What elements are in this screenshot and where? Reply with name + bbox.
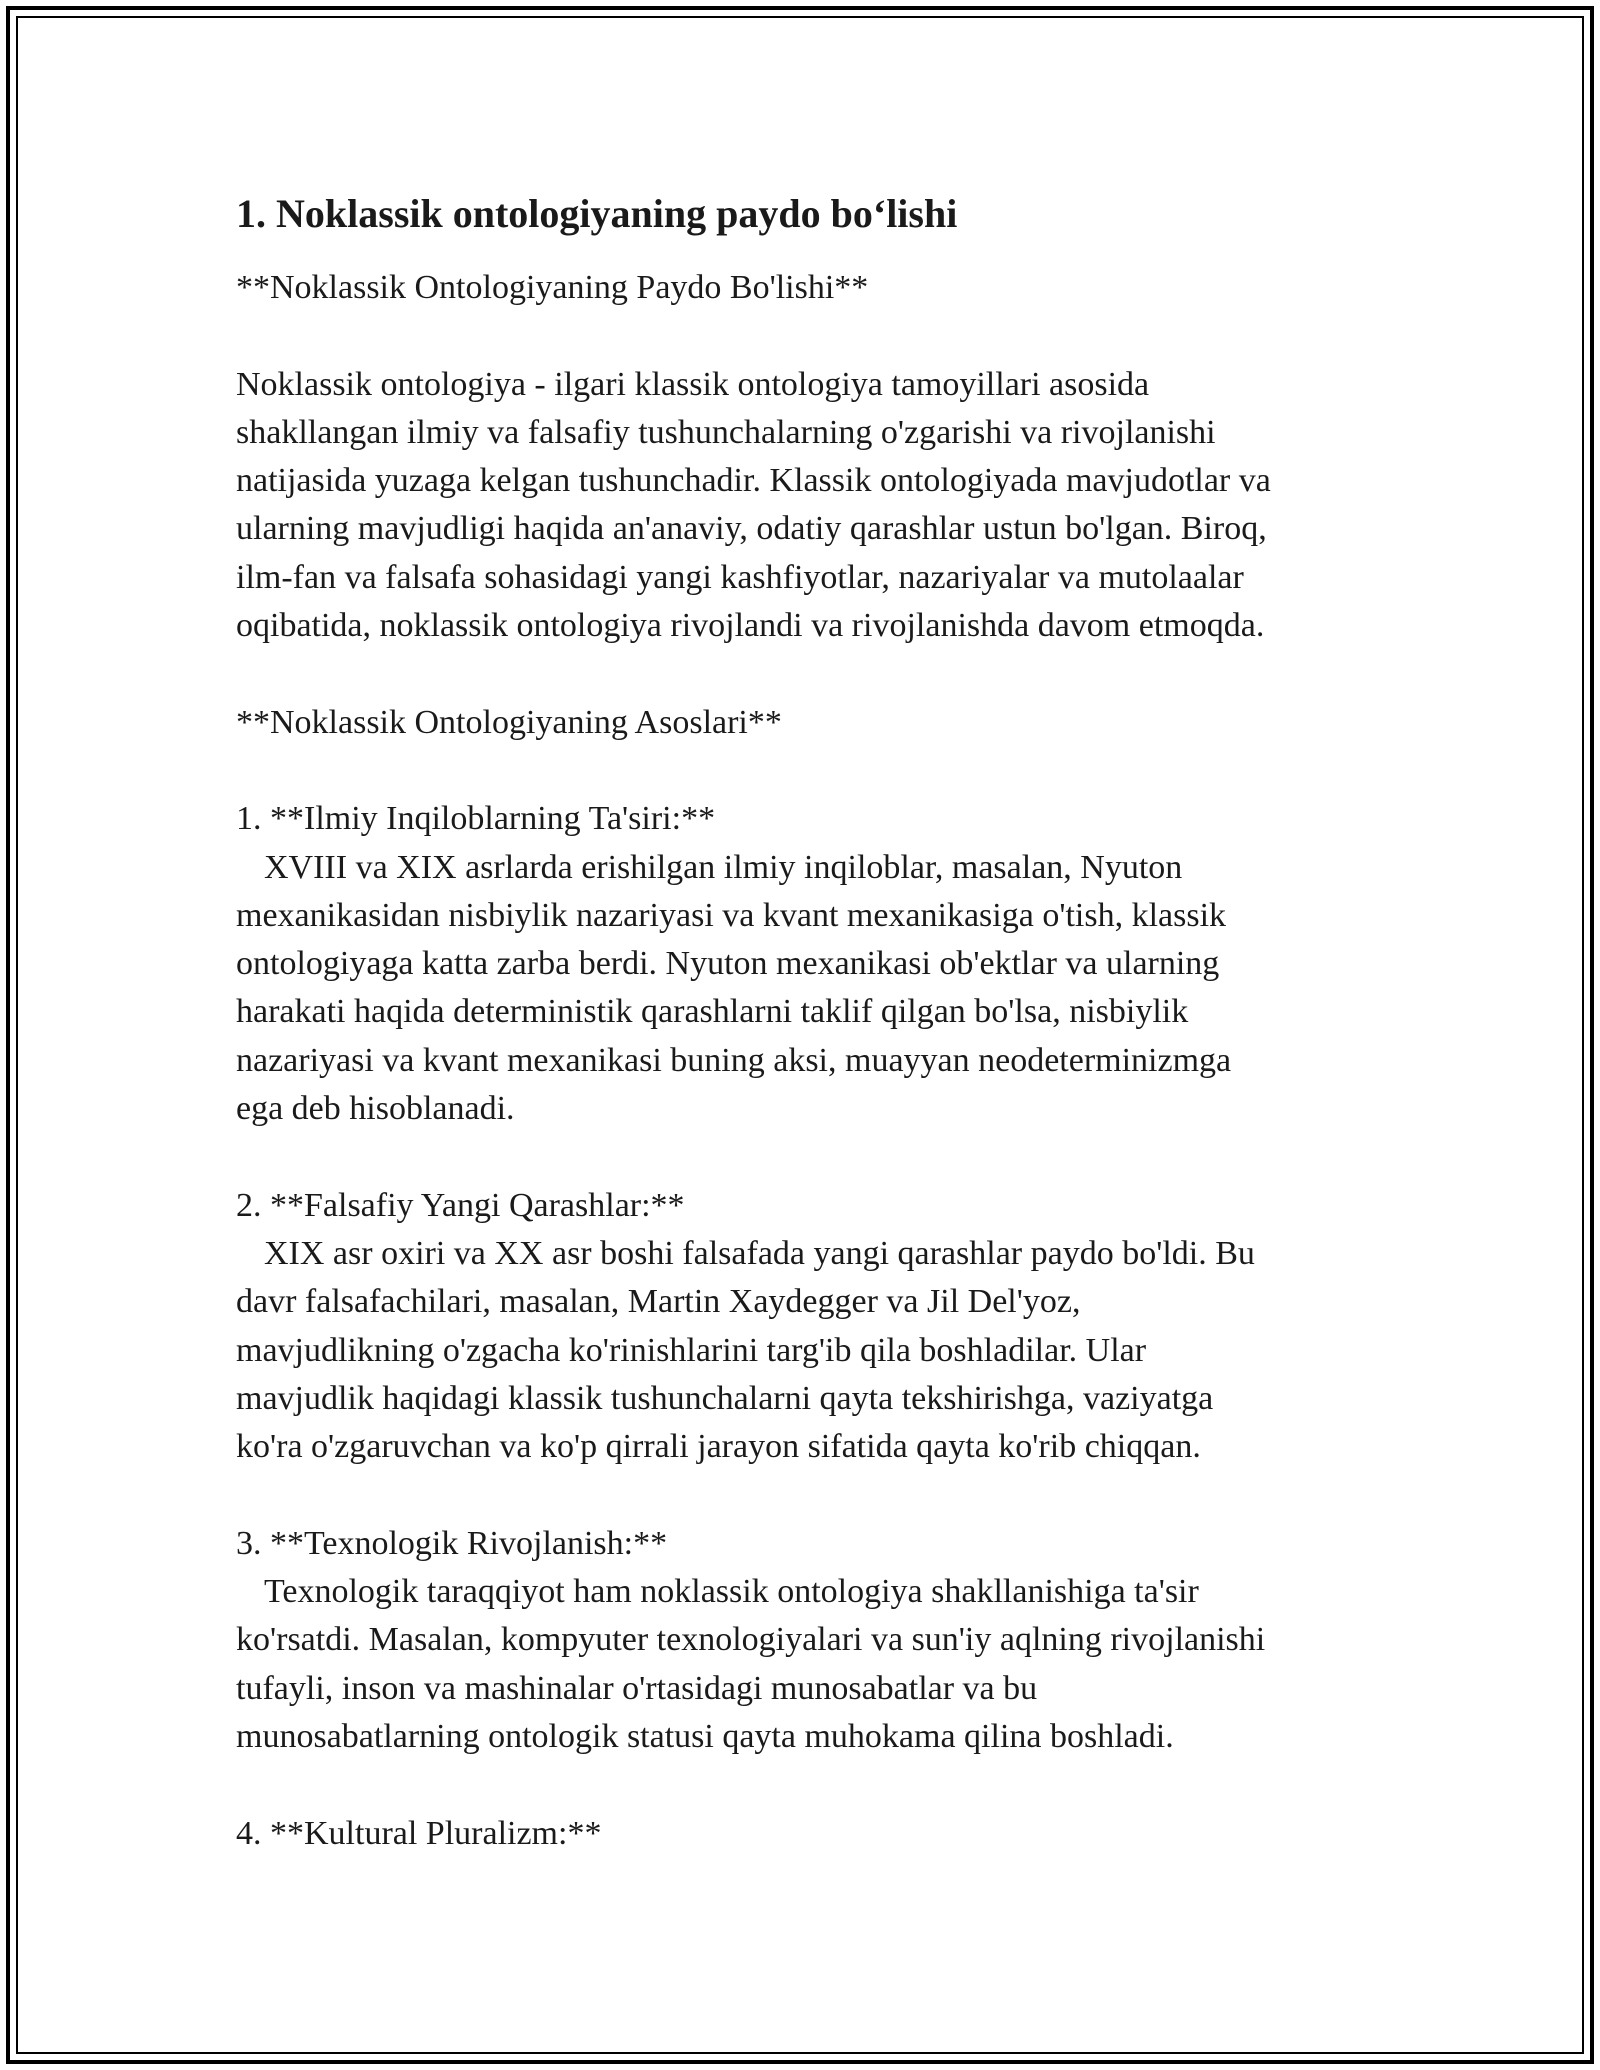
text-line: shakllangan ilmiy va falsafiy tushunchalarning o'zgarishi va rivojlanishi bbox=[236, 413, 1216, 451]
list-item-heading: 4. **Kultural Pluralizm:** bbox=[236, 1814, 602, 1852]
section-heading bbox=[236, 264, 1396, 312]
list-item-heading: 2. **Falsafiy Yangi Qarashlar:** bbox=[236, 1186, 685, 1224]
text-line: ularning mavjudligi haqida an'anaviy, odatiy qarashlar ustun bo'lgan. Biroq, bbox=[236, 510, 1267, 548]
text-line: **Noklassik Ontologiyaning Paydo Bo'lishi** bbox=[236, 269, 869, 306]
text-line: Texnologik taraqqiyot ham noklassik ontologiya shakllanishiga ta'sir bbox=[264, 1573, 1199, 1611]
text-line: Noklassik ontologiya - ilgari klassik ontologiya tamoyillari asosida bbox=[236, 365, 1150, 403]
text-line: mexanikasidan nisbiylik nazariyasi va kvant mexanikasiga o'tish, klassik bbox=[236, 896, 1227, 934]
text-line: nazariyasi va kvant mexanikasi buning aksi, muayyan neodeterminizmga bbox=[236, 1041, 1232, 1079]
list-item bbox=[236, 1182, 1396, 1472]
text-line: harakati haqida deterministik qarashlarni taklif qilgan bo'lsa, nisbiylik bbox=[236, 993, 1189, 1031]
intro-paragraph bbox=[236, 361, 1396, 651]
list-item bbox=[236, 1810, 1396, 1858]
text-line: ega deb hisoblanadi. bbox=[236, 1090, 515, 1128]
list-item bbox=[236, 795, 1396, 1133]
text-line: davr falsafachilari, masalan, Martin Xaydegger va Jil Del'yoz, bbox=[236, 1283, 1081, 1321]
section-heading bbox=[236, 699, 1396, 747]
text-line: tufayli, inson va mashinalar o'rtasidagi munosabatlar va bu bbox=[236, 1669, 1038, 1707]
text-line: ontologiyaga katta zarba berdi. Nyuton mexanikasi ob'ektlar va ularning bbox=[236, 945, 1220, 983]
text-line: ko'rsatdi. Masalan, kompyuter texnologiyalari va sun'iy aqlning rivojlanishi bbox=[236, 1621, 1266, 1659]
text-line: ko'ra o'zgaruvchan va ko'p qirrali jarayon sifatida qayta ko'rib chiqqan. bbox=[236, 1428, 1201, 1466]
text-line: ilm-fan va falsafa sohasidagi yangi kashfiyotlar, nazariyalar va mutolaalar bbox=[236, 558, 1244, 596]
document-body bbox=[236, 188, 1396, 1906]
text-line: XVIII va XIX asrlarda erishilgan ilmiy inqiloblar, masalan, Nyuton bbox=[264, 848, 1183, 886]
text-line: XIX asr oxiri va XX asr boshi falsafada yangi qarashlar paydo bo'ldi. Bu bbox=[264, 1234, 1255, 1272]
text-line: oqibatida, noklassik ontologiya rivojlandi va rivojlanishda davom etmoqda. bbox=[236, 607, 1265, 645]
list-item-heading: 1. **Ilmiy Inqiloblarning Ta'siri:** bbox=[236, 800, 716, 838]
list-item bbox=[236, 1520, 1396, 1761]
text-line: mavjudlik haqidagi klassik tushunchalarni qayta tekshirishga, vaziyatga bbox=[236, 1379, 1214, 1417]
text-line: **Noklassik Ontologiyaning Asoslari** bbox=[236, 703, 782, 741]
text-line: natijasida yuzaga kelgan tushunchadir. Klassik ontologiyada mavjudotlar va bbox=[236, 462, 1271, 500]
text-line: munosabatlarning ontologik statusi qayta muhokama qilina boshladi. bbox=[236, 1717, 1174, 1755]
text-line: mavjudlikning o'zgacha ko'rinishlarini targ'ib qila boshladilar. Ular bbox=[236, 1331, 1147, 1369]
document-title: 1. Noklassik ontologiyaning paydo bo‘lishi bbox=[236, 191, 958, 236]
list-item-heading: 3. **Texnologik Rivojlanish:** bbox=[236, 1524, 668, 1562]
